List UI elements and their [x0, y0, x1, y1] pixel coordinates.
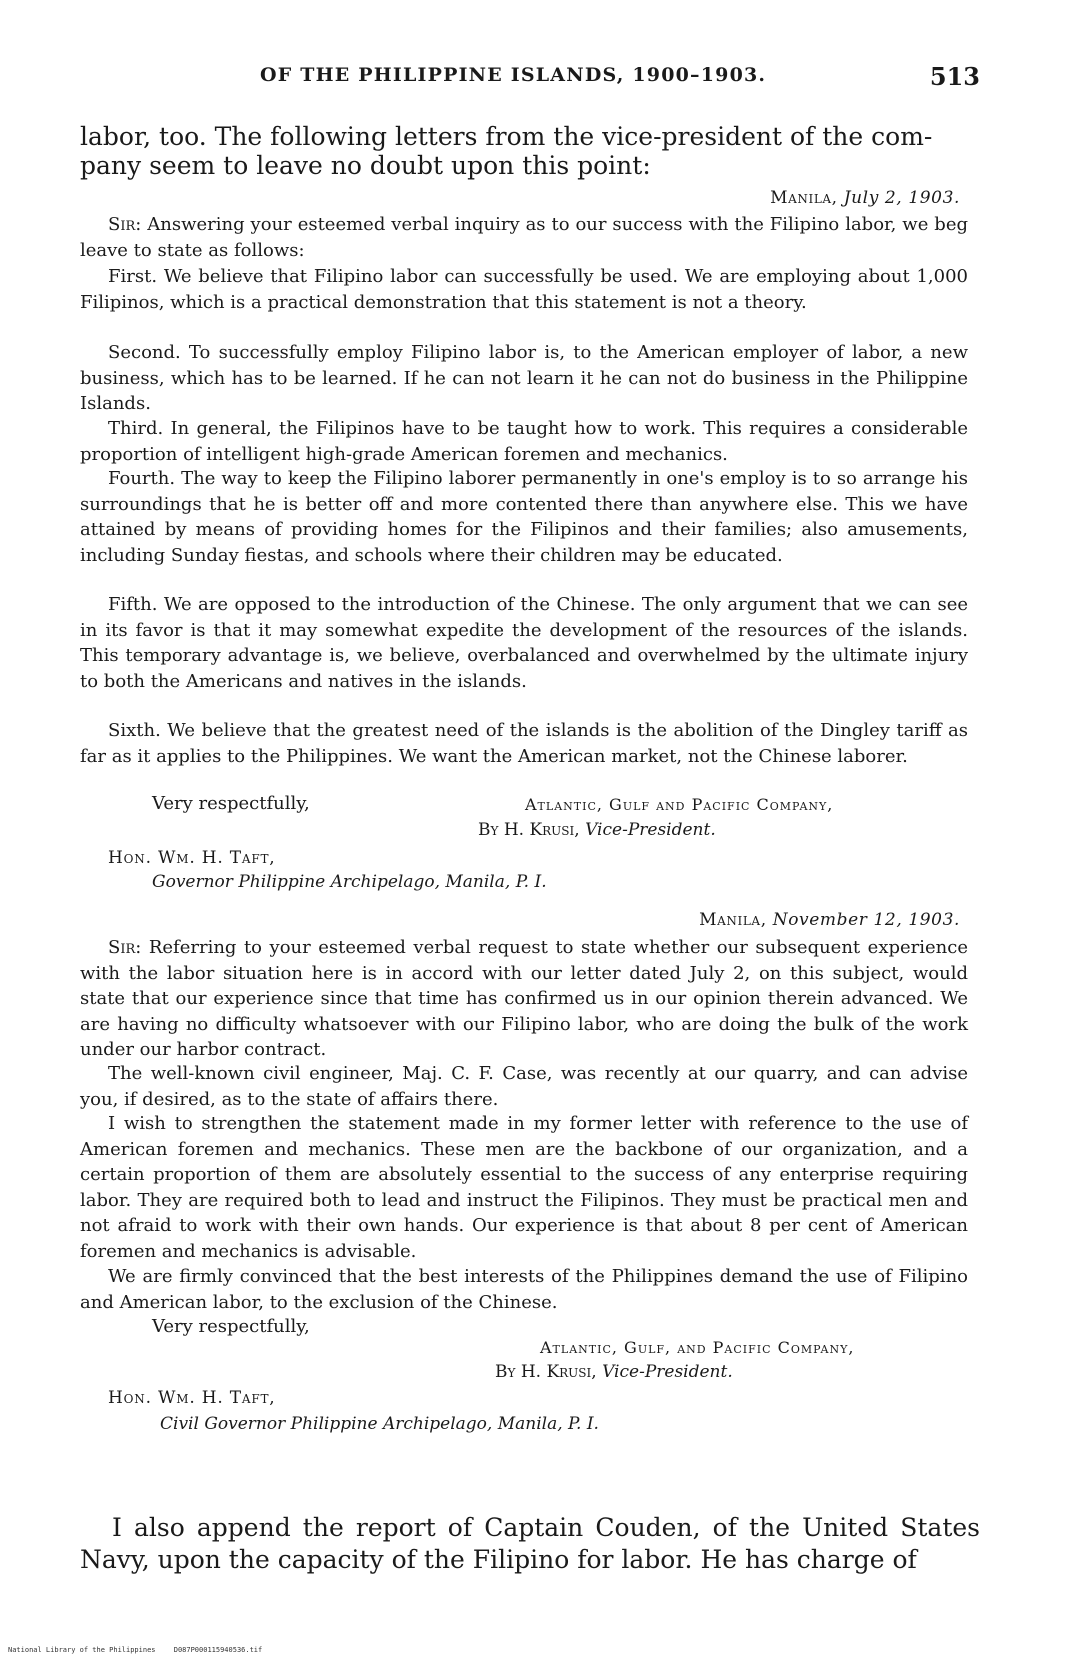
- letter1-point-first: [80, 264, 968, 315]
- point-second-text: Second. To successfully employ Filipino labor is, to the American employer of labor, a new business, which has to be learned. If he can not learn it he can not do business in the Philippine Islands.: [80, 342, 968, 414]
- running-title: OF THE PHILIPPINE ISLANDS, 1900–1903.: [260, 64, 767, 86]
- letter1-point-second: [80, 340, 968, 417]
- letter2-paragraph-1-text: Referring to your esteemed verbal request to state whether our subsequent experience with the labor situation here is in accord with our letter dated July 2, on this subject, would state that our experience since that time has confirmed us in our opinion therein advanced. We are having no difficulty whatsoever with our Filipino labor, who are doing the bulk of the work under our harbor contract.: [80, 937, 968, 1060]
- letter1-closing: Very respectfully,: [152, 793, 310, 814]
- letter2-dateline: [699, 910, 960, 930]
- point-third-text: Third. In general, the Filipinos have to be taught how to work. This requires a considerable proportion of intelligent high-grade American foremen and mechanics.: [80, 418, 968, 465]
- letter2-paragraph-3-text: I wish to strengthen the statement made in my former letter with reference to the use of American foremen and mechanics. These men are the backbone of our organization, and a certain proportion of them are absolutely essential to the success of any enterprise requiring labor. They are required both to lead and instruct the Filipinos. They must be practical men and not afraid to work with their own hands. Our experience is that about 8 per cent of American foremen and mechanics is advisable.: [80, 1113, 968, 1262]
- letter2-paragraph-4-text: We are firmly convinced that the best interests of the Philippines demand the use of Filipino and American labor, to the exclusion of the Chinese.: [80, 1266, 968, 1313]
- point-sixth-text: Sixth. We believe that the greatest need of the islands is the abolition of the Dingley tariff as far as it applies to the Philippines. We want the American market, not the Chinese laborer.: [80, 720, 968, 767]
- scan-footer: [8, 1646, 276, 1654]
- letter1-point-third: [80, 416, 968, 467]
- letter1-opening: [80, 212, 968, 263]
- letter1-by: By H. Krusi,: [478, 820, 580, 840]
- letter1-company: Atlantic, Gulf and Pacific Company,: [525, 795, 834, 814]
- intro-line-1: labor, too. The following letters from the vice-president of the com-: [80, 122, 933, 151]
- letter1-addressee: Hon. Wm. H. Taft,: [108, 848, 276, 868]
- letter2-by-title: Vice-President.: [602, 1362, 733, 1382]
- footer-file: D087P000115940536.tif: [173, 1646, 263, 1654]
- letter2-paragraph-4: [80, 1264, 968, 1315]
- letter2-paragraph-3: [80, 1111, 968, 1264]
- letter2-salutation: Sir:: [108, 937, 142, 958]
- intro-line-2: pany seem to leave no doubt upon this point:: [80, 151, 651, 180]
- page-header: [260, 62, 980, 96]
- letter2-paragraph-2-text: The well-known civil engineer, Maj. C. F. Case, was recently at our quarry, and can advise you, if desired, as to the state of affairs there.: [80, 1063, 968, 1110]
- letter1-address: Governor Philippine Archipelago, Manila, P. I.: [152, 872, 547, 892]
- letter1-opening-text: Answering your esteemed verbal inquiry as to our success with the Filipino labor, we beg leave to state as follows:: [80, 214, 968, 261]
- letter1-dateline: [770, 188, 960, 208]
- letter1-point-fifth: [80, 592, 968, 694]
- footer-library: National Library of the Philippines: [8, 1646, 156, 1654]
- letter1-place: Manila,: [770, 188, 838, 208]
- point-first-text: First. We believe that Filipino labor can successfully be used. We are employing about 1,000 Filipinos, which is a practical demonstration that this statement is not a theory.: [80, 266, 968, 313]
- letter1-date: July 2, 1903.: [843, 188, 960, 208]
- letter2-paragraph-2: [80, 1061, 968, 1112]
- letter1-by-title: Vice-President.: [585, 820, 716, 840]
- letter2-addressee: Hon. Wm. H. Taft,: [108, 1388, 276, 1408]
- point-fifth-text: Fifth. We are opposed to the introduction of the Chinese. The only argument that we can see in its favor is that it may somewhat expedite the development of the resources of the islands. This temporary advantage is, we believe, overbalanced and overwhelmed by the ultimate injury to both the Americans and natives in the islands.: [80, 594, 968, 692]
- letter2-byline: [495, 1362, 733, 1382]
- letter2-by: By H. Krusi,: [495, 1362, 597, 1382]
- letter1-byline: [478, 820, 716, 840]
- letter2-date: November 12, 1903.: [772, 910, 960, 930]
- letter1-salutation: Sir:: [108, 214, 142, 235]
- letter2-address: Civil Governor Philippine Archipelago, Manila, P. I.: [160, 1414, 599, 1434]
- point-fourth-text: Fourth. The way to keep the Filipino laborer permanently in one's employ is to so arrange his surroundings that he is better off and more contented there than anywhere else. This we have attained by means of providing homes for the Filipinos and their families; also amusements, including Sunday fiestas, and schools where their children may be educated.: [80, 468, 968, 566]
- closing-paragraph: I also append the report of Captain Couden, of the United States Navy, upon the capacity of the Filipino for labor. He has charge of: [80, 1513, 980, 1574]
- letter2-company: Atlantic, Gulf, and Pacific Company,: [540, 1338, 855, 1357]
- letter2-paragraph-1: [80, 935, 968, 1063]
- letter2-closing: Very respectfully,: [152, 1316, 310, 1337]
- letter1-point-sixth: [80, 718, 968, 769]
- letter1-point-fourth: [80, 466, 968, 568]
- page-number: 513: [929, 62, 980, 91]
- letter2-place: Manila,: [699, 910, 767, 930]
